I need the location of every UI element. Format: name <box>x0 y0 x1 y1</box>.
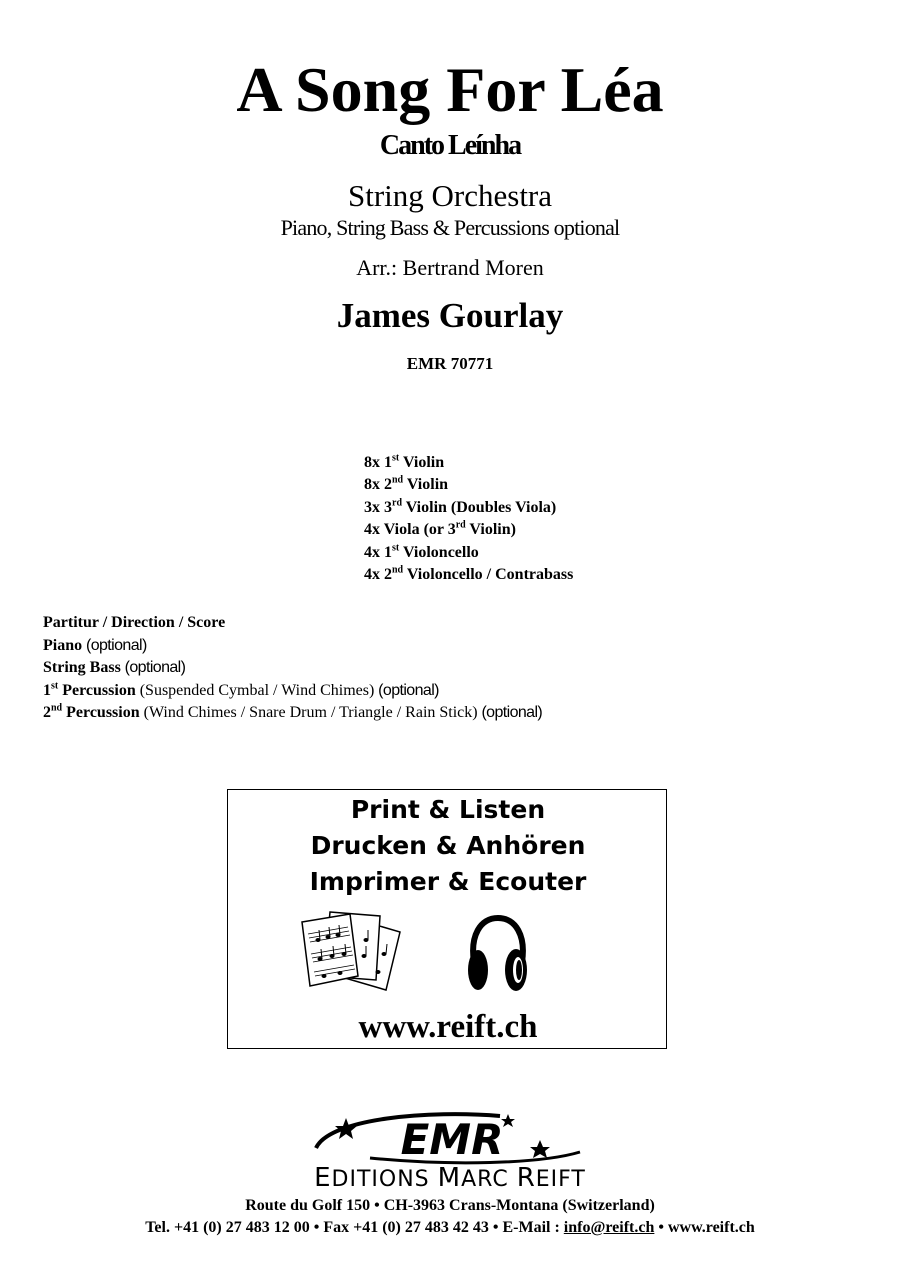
headphones-icon <box>466 914 530 994</box>
composer: James Gourlay <box>336 296 564 335</box>
string-count: 4x 1 <box>364 543 392 561</box>
part-name: String Bass <box>43 659 121 676</box>
string-name: Violoncello / Contrabass <box>403 566 574 584</box>
string-line <box>364 474 573 496</box>
string-line <box>364 452 573 474</box>
ordinal: st <box>51 680 59 692</box>
ordinal: nd <box>392 564 404 576</box>
string-name: Violin <box>403 476 449 494</box>
optional-label: (optional) <box>120 659 186 676</box>
string-name: Violin <box>399 454 445 471</box>
email-link[interactable]: info@reift.ch <box>563 1219 655 1236</box>
catalog-number: EMR 70771 <box>406 354 494 373</box>
promo-line-en: Print & Listen <box>350 795 546 824</box>
sheet-music-icon <box>300 910 412 996</box>
optional-label: (optional) <box>477 704 543 721</box>
part-string-bass <box>43 657 542 680</box>
publisher-initial: R <box>516 1163 536 1193</box>
part-detail: (Suspended Cymbal / Wind Chimes) <box>135 681 375 699</box>
contact-phone-fax: Tel. +41 (0) 27 483 12 00 • Fax +41 (0) 27 483 42 43 • E-Mail : <box>145 1219 564 1236</box>
publisher-initial: M <box>437 1163 462 1193</box>
string-line <box>364 542 573 564</box>
print-and-listen-box <box>227 789 667 1049</box>
ordinal: nd <box>51 702 63 714</box>
part-name: Partitur / Direction / Score <box>43 614 226 631</box>
publisher-name <box>0 1164 900 1194</box>
publisher-part: ARC <box>461 1167 517 1192</box>
part-percussion-2 <box>43 702 542 725</box>
part-detail: (Wind Chimes / Snare Drum / Triangle / Rain Stick) <box>139 704 478 721</box>
subtitle: Canto Leínha <box>379 130 521 161</box>
website-url[interactable]: www.reift.ch <box>358 1009 538 1045</box>
part-percussion-1 <box>43 680 542 703</box>
parts-list <box>43 612 542 725</box>
string-name: Violoncello <box>399 543 479 561</box>
ordinal: nd <box>392 475 404 487</box>
part-score <box>43 612 542 635</box>
title: A Song For Léa <box>236 54 664 125</box>
string-line <box>364 519 573 541</box>
ordinal: st <box>392 452 400 464</box>
part-piano <box>43 635 542 658</box>
ordinal: rd <box>392 497 402 509</box>
publisher-part: EIFT <box>535 1167 586 1192</box>
string-count: 8x 2 <box>364 476 392 494</box>
part-name: Percussion <box>62 704 140 721</box>
optional-instruments: Piano, String Bass & Percussions optional <box>280 215 620 240</box>
arranger: Arr.: Bertrand Moren <box>356 255 544 280</box>
string-name: Violin) <box>465 521 516 539</box>
part-name: Piano <box>43 636 83 654</box>
address: Route du Golf 150 • CH-3963 Crans-Montana (Switzerland) <box>245 1197 655 1214</box>
string-count: 3x 3 <box>364 498 392 516</box>
string-line <box>364 497 573 519</box>
contact-info <box>0 1218 900 1238</box>
part-number: 2 <box>43 704 51 721</box>
part-name: Percussion <box>58 681 136 699</box>
string-count: 4x 2 <box>364 566 392 584</box>
string-count: 8x 1 <box>364 454 392 471</box>
optional-label: (optional) <box>82 636 147 654</box>
ensemble: String Orchestra <box>347 178 553 213</box>
string-name: Violin (Doubles Viola) <box>402 498 557 516</box>
logo-text: EMR <box>400 1115 504 1164</box>
string-line <box>364 564 573 586</box>
ordinal: st <box>392 542 400 554</box>
promo-line-fr: Imprimer & Ecouter <box>309 867 587 896</box>
publisher-initial: E <box>314 1163 332 1193</box>
publisher-part: DITIONS <box>331 1167 438 1192</box>
part-number: 1 <box>43 681 51 699</box>
ordinal: rd <box>455 519 466 531</box>
string-instrumentation <box>364 452 573 586</box>
string-count: 4x Viola (or 3 <box>364 521 456 539</box>
promo-line-de: Drucken & Anhören <box>310 831 586 860</box>
footer-website[interactable]: • www.reift.ch <box>654 1219 755 1236</box>
optional-label: (optional) <box>374 681 439 699</box>
emr-logo <box>310 1108 600 1170</box>
